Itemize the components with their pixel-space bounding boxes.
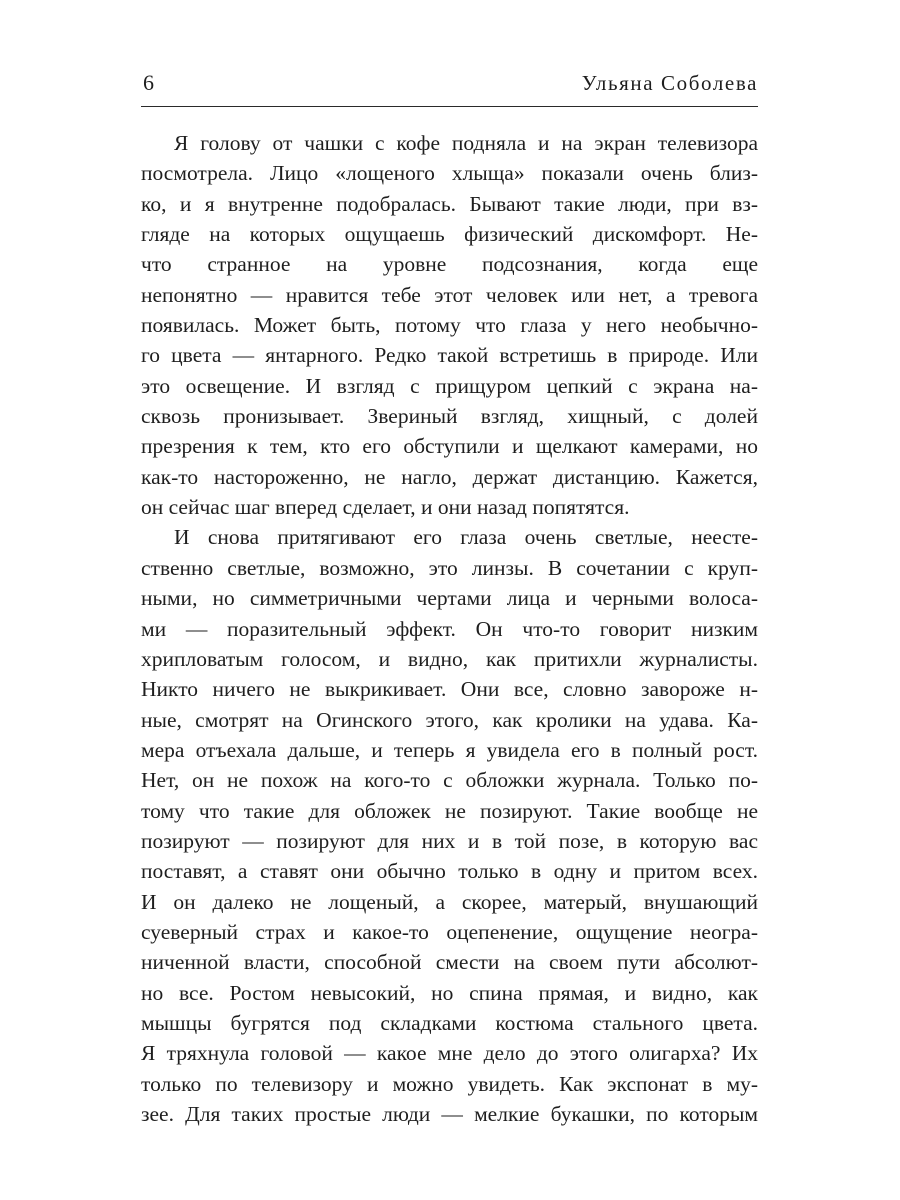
text-line: как-то настороженно, не нагло, держат дистанцию. Кажется,: [141, 464, 758, 489]
text-line: И снова притягивают его глаза очень светлые, неесте-: [174, 525, 758, 550]
text-line: позируют — позируют для них и в той позе, в которую вас: [141, 828, 758, 853]
page-number: 6: [143, 70, 154, 95]
text-line: ми — поразительный эффект. Он что-то говорит низким: [141, 616, 758, 641]
text-line: го цвета — янтарного. Редко такой встретишь в природе. Или: [141, 343, 758, 368]
text-line: хрипловатым голосом, и видно, как притихли журналисты.: [141, 646, 758, 671]
text-line: презрения к тем, кто его обступили и щелкают камерами, но: [141, 434, 758, 459]
text-line: Я тряхнула головой — какое мне дело до этого олигарха? Их: [141, 1041, 758, 1066]
text-line: только по телевизору и можно увидеть. Как экспонат в му-: [141, 1071, 758, 1096]
text-line: Я голову от чашки с кофе подняла и на экран телевизора: [174, 131, 758, 155]
text-line: но все. Ростом невысокий, но спина прямая, и видно, как: [141, 980, 758, 1005]
text-line: гляде на которых ощущаешь физический дискомфорт. Не-: [141, 222, 758, 247]
text-line: И он далеко не лощеный, а скорее, матерый, внушающий: [141, 889, 758, 914]
running-title: Ульяна Соболева: [581, 71, 758, 95]
text-line: зее. Для таких простые люди — мелкие букашки, по которым: [141, 1102, 758, 1126]
text-line: мышцы бугрятся под складками костюма стального цвета.: [141, 1010, 758, 1035]
text-line: ниченной власти, способной смести на своем пути абсолют-: [141, 950, 758, 975]
text-line: сквозь пронизывает. Звериный взгляд, хищный, с долей: [141, 404, 758, 429]
text-line: Никто ничего не выкрикивает. Они все, словно завороже н-: [141, 677, 758, 702]
text-line: ственно светлые, возможно, это линзы. В сочетании с круп-: [141, 555, 758, 580]
text-line: появилась. Может быть, потому что глаза у него необычно-: [141, 313, 758, 338]
text-line: он сейчас шаг вперед сделает, и они назад попятятся.: [141, 495, 630, 520]
text-line: посмотрела. Лицо «лощеного хлыща» показали очень близ-: [141, 161, 758, 186]
header-rule: [141, 106, 758, 107]
text-line: что странное на уровне подсознания, когда еще: [141, 252, 758, 277]
body-text: [141, 128, 758, 1129]
text-line: это освещение. И взгляд с прищуром цепкий с экрана на-: [141, 373, 758, 398]
text-line: суеверный страх и какое-то оцепенение, ощущение неогра-: [141, 919, 758, 944]
text-line: поставят, а ставят они обычно только в одну и притом всех.: [141, 859, 758, 884]
text-line: ко, и я внутренне подобралась. Бывают такие люди, при вз-: [141, 191, 758, 216]
text-line: мера отъехала дальше, и теперь я увидела его в полный рост.: [141, 737, 758, 762]
text-line: ные, смотрят на Огинского этого, как кролики на удава. Ка-: [141, 707, 758, 732]
text-line: Нет, он не похож на кого-то с обложки журнала. Только по-: [141, 768, 758, 793]
text-line: непонятно — нравится тебе этот человек или нет, а тревога: [141, 282, 758, 307]
text-line: ными, но симметричными чертами лица и черными волоса-: [141, 586, 758, 611]
running-head: [141, 64, 758, 104]
text-line: тому что такие для обложек не позируют. Такие вообще не: [141, 798, 758, 823]
